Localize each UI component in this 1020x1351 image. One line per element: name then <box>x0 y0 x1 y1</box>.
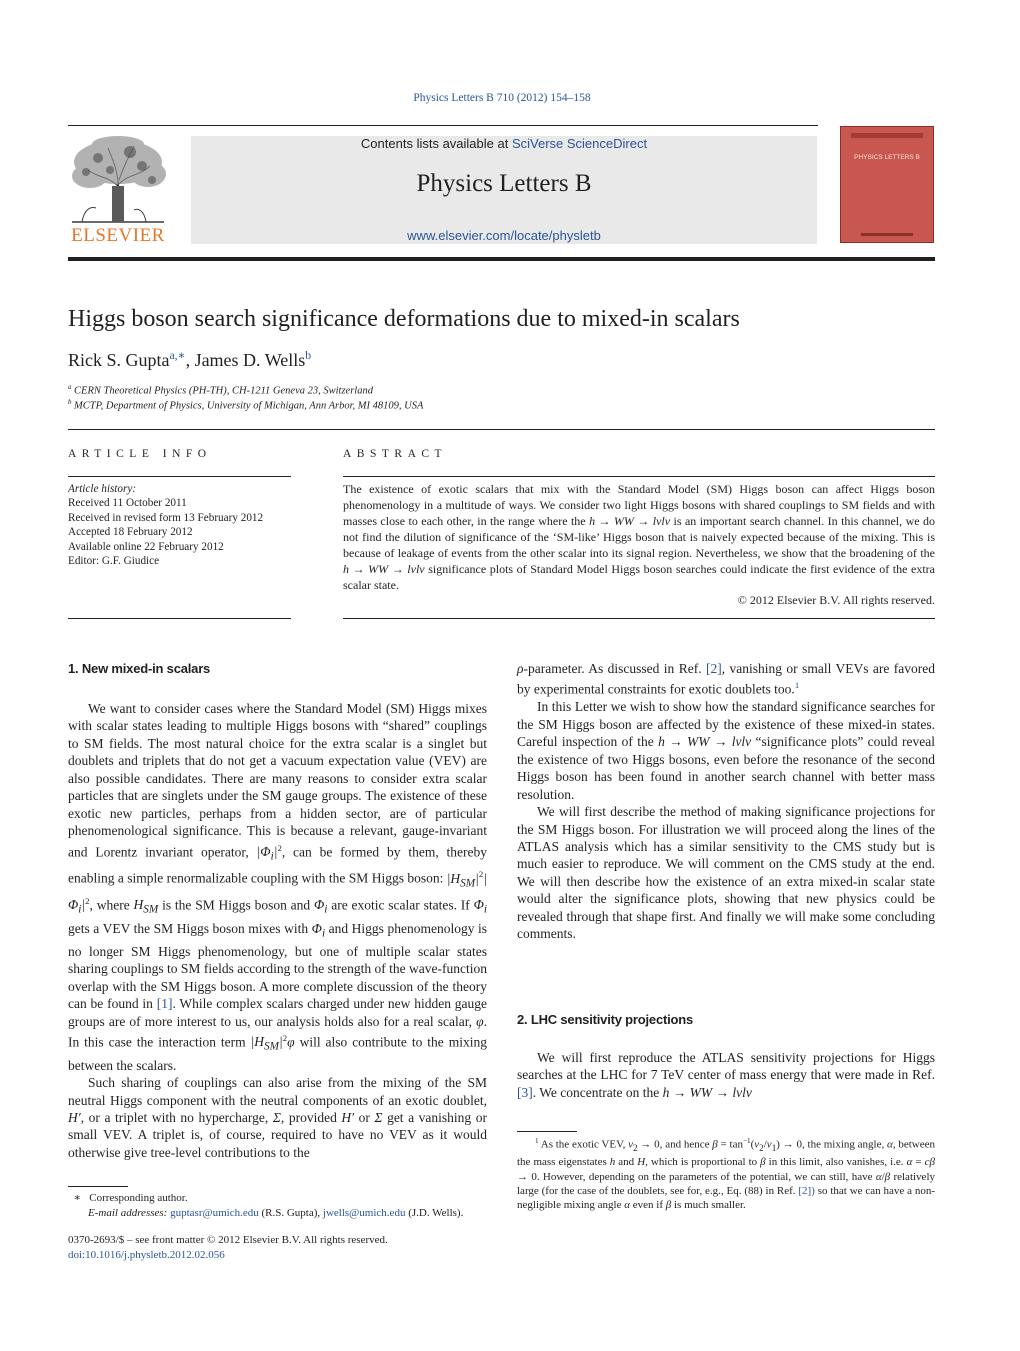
math-channel: h → WW → lνlν <box>343 562 425 576</box>
reference-link[interactable]: [2] <box>705 661 722 676</box>
paragraph: We will first describe the method of making significance projections for the SM Higgs boson. For illustration we will proceed along the lines of the ATLAS analysis which has a similar sensitivity to the CMS study but is much easier to reproduce. We will comment on the CMS study at the end. We will then describe how the existence of an extra mixed-in scalar state would alter the significance plots, showing that new physics could be revealed through that shape first. And finally we will make some concluding comments. <box>517 804 935 942</box>
issn-line: 0370-2693/$ – see front matter © 2012 Elsevier B.V. All rights reserved. <box>68 1234 388 1246</box>
affiliation-b <box>68 399 423 412</box>
paragraph: In this Letter we wish to show how the standard significance searches for the SM Higgs boson are affected by the existence of these mixed-in states. Careful inspection of the h → WW → lνlν “significance plots” could reveal the existence of two Higgs bosons, even before the resonance of the second Higgs boson has been found in another search channel with better mass resolution. <box>517 699 935 802</box>
sciencedirect-link[interactable]: SciVerse ScienceDirect <box>511 136 648 151</box>
elsevier-tree-icon <box>68 136 168 224</box>
affiliation-a <box>68 384 373 397</box>
email-link[interactable]: guptasr@umich.edu <box>170 1207 259 1219</box>
history-item: Received 11 October 2011 <box>68 497 187 510</box>
author-list: Rick S. Gupta$^{a,∗}$, James D. Wells$^b$ <box>68 349 312 370</box>
elsevier-wordmark: ELSEVIER <box>71 225 165 246</box>
issn-block <box>68 1233 388 1263</box>
history-item: Available online 22 February 2012 <box>68 540 224 553</box>
paragraph: We want to consider cases where the Standard Model (SM) Higgs mixes with scalar states leading to multiple Higgs bosons with “shared” couplings to SM fields. The most natural choice for the extra scalar is a singlet but doublets and triplets that do not get a vacuum expectation value (VEV) are also possible candidates. There are many reasons to consider extra scalar particles that are singlets under the SM gauge groups. The existence of these exotic new particles, perhaps from a hidden sector, are of particular phenomenological significance. This is because a relevant, gauge-invariant and Lorentz invariant operator, $|\Phi_i|^2$, can be formed by them, thereby enabling a simple renormalizable coupling with the SM Higgs boson: $|H_{SM}|^2|\Phi_i|^2$, where $H_{SM}$ is the SM Higgs boson and $\Phi_i$ are exotic scalar states. If $\Phi_i$ gets a VEV the SM Higgs boson mixes with $\Phi_i$ and Higgs phenomenology is no longer SM Higgs phenomenology, but one of multiple scalar states sharing couplings to SM fields according to the strength of the wave-function overlap with the SM Higgs boson. A more complete discussion of the theory can be found in [1]. While complex scalars charged under new hidden gauge groups are of more interest to us, our analysis holds also for a real scalar, φ. In this case the interaction term $|H_{SM}|^2\varphi$ will also contribute to the mixing between the scalars. <box>68 701 488 1073</box>
paragraph: Such sharing of couplings can also arise from the mixing of the SM neutral Higgs component with the neutral components of an exotic doublet, H′, or a triplet with no hypercharge, Σ, provided H′ or Σ get a vanishing or small VEV. A triplet is, of course, required to have no VEV as it would otherwise give tree-level contributions to the <box>68 1075 487 1160</box>
title-block-rule <box>68 429 935 430</box>
cover-foot <box>861 233 913 236</box>
journal-reference[interactable]: Physics Letters B 710 (2012) 154–158 <box>413 92 591 104</box>
author-affiliation-mark[interactable]: b <box>305 349 312 362</box>
article-info-heading: ARTICLE INFO <box>68 448 212 460</box>
author-affiliation-mark[interactable]: a,∗ <box>169 349 186 362</box>
author-name: Rick S. Gupta <box>68 350 170 370</box>
journal-cover-thumbnail <box>840 126 934 243</box>
abstract-text <box>343 481 935 593</box>
right-column-text <box>517 660 935 943</box>
article-history <box>68 482 291 568</box>
history-item: Accepted 18 February 2012 <box>68 526 193 539</box>
corresponding-author-note <box>68 1191 487 1221</box>
reference-link[interactable]: [3] <box>517 1084 533 1100</box>
cover-strip <box>851 133 923 138</box>
history-label: Article history: <box>68 483 137 495</box>
section-2-heading: 2. LHC sensitivity projections <box>517 1012 694 1027</box>
abstract-part: is an important search channel. In this channel, we do not find the dilution of significance of the ‘SM-like’ Higgs boson that is naively expected because of the mixing. This is because of leakage of events from the other scalar into its signal region. Nevertheless, we show that the broadening of the <box>343 514 935 560</box>
abstract-part: The existence of exotic scalars that mix with the Standard Model (SM) Higgs boson can affect Higgs boson phenomenology in a multitude of ways. We consider two light Higgs bosons with shared couplings to SM fields and with masses close to each other, in the range where the <box>343 482 935 528</box>
paragraph: We will first reproduce the ATLAS sensitivity projections for Higgs searches at the LHC for 7 TeV center of mass energy that were made in Ref. [3]. We concentrate on the h → WW → lνlν <box>517 1050 935 1100</box>
article-info-rule <box>68 476 291 477</box>
email-line: E-mail addresses: guptasr@umich.edu (R.S. Gupta), jwells@umich.edu (J.D. Wells). <box>88 1207 464 1219</box>
affiliation-mark: b <box>68 399 72 406</box>
abstract-rule <box>343 476 935 477</box>
abstract-part: significance plots of Standard Model Higgs boson searches could indicate the first evidence of the extra scalar state. <box>343 562 936 592</box>
abstract-copyright: © 2012 Elsevier B.V. All rights reserved. <box>737 593 935 607</box>
left-column-text <box>68 700 487 1161</box>
article-title: Higgs boson search significance deformations due to mixed-in scalars <box>68 306 740 332</box>
corresponding-line: ∗ Corresponding author. <box>73 1192 188 1204</box>
reference-link[interactable]: [1] <box>156 996 173 1012</box>
journal-title: Physics Letters B <box>416 170 592 197</box>
history-item: Editor: G.F. Giudice <box>68 555 160 568</box>
affiliation-text: CERN Theoretical Physics (PH-TH), CH-1211 Geneva 23, Switzerland <box>74 385 373 397</box>
footnote-link[interactable]: 1 <box>794 680 800 691</box>
journal-url-link[interactable]: www.elsevier.com/locate/physletb <box>407 228 601 243</box>
contents-line <box>191 136 817 151</box>
footnote-1 <box>517 1134 935 1213</box>
cover-title: PHYSICS LETTERS B <box>854 154 920 161</box>
header-rule <box>68 125 818 126</box>
math-channel: h → WW → lνlν <box>589 514 671 528</box>
email-link[interactable]: jwells@umich.edu <box>322 1207 406 1219</box>
elsevier-logo <box>68 136 168 246</box>
abstract-bottom-rule <box>343 618 935 619</box>
header-thick-rule <box>68 257 935 261</box>
reference-link[interactable]: [2]) <box>798 1185 815 1198</box>
affiliation-text: MCTP, Department of Physics, University of Michigan, Ann Arbor, MI 48109, USA <box>74 400 424 412</box>
right-column-text-2 <box>517 1049 935 1101</box>
abstract-heading: ABSTRACT <box>343 448 448 460</box>
footnote-text: $^1$ As the exotic VEV, $v_2 \to 0$, and hence $\beta = \tan^{-1}(v_2/v_1) \to 0$, the mixing angle, α, between the mass eigenstates h and H, which is proportional to β in this limit, also vanishes, i.e. α = cβ → 0. However, depending on the parameters of the potential, we can still, have α/β relatively large (for the case of the doublets, see for, e.g., Eq. (88) in Ref. [2]) so that we can have a non-negligible mixing angle α even if β is much smaller. <box>517 1137 935 1212</box>
affiliation-mark: a <box>68 384 72 391</box>
article-info-bottom-rule <box>68 618 291 619</box>
doi-link[interactable]: doi:10.1016/j.physletb.2012.02.056 <box>68 1249 225 1261</box>
paragraph-continued: ρ-parameter. As discussed in Ref. [2], vanishing or small VEVs are favored by experimental constraints for exotic doublets too.$^1$ <box>517 661 935 697</box>
history-item: Received in revised form 13 February 2012 <box>68 511 264 524</box>
footnote-rule-left <box>68 1186 128 1187</box>
section-1-heading: 1. New mixed-in scalars <box>68 661 211 676</box>
contents-prefix: Contents lists available at <box>360 136 512 151</box>
author-name: James D. Wells <box>194 350 306 370</box>
footnote-rule <box>517 1131 577 1132</box>
